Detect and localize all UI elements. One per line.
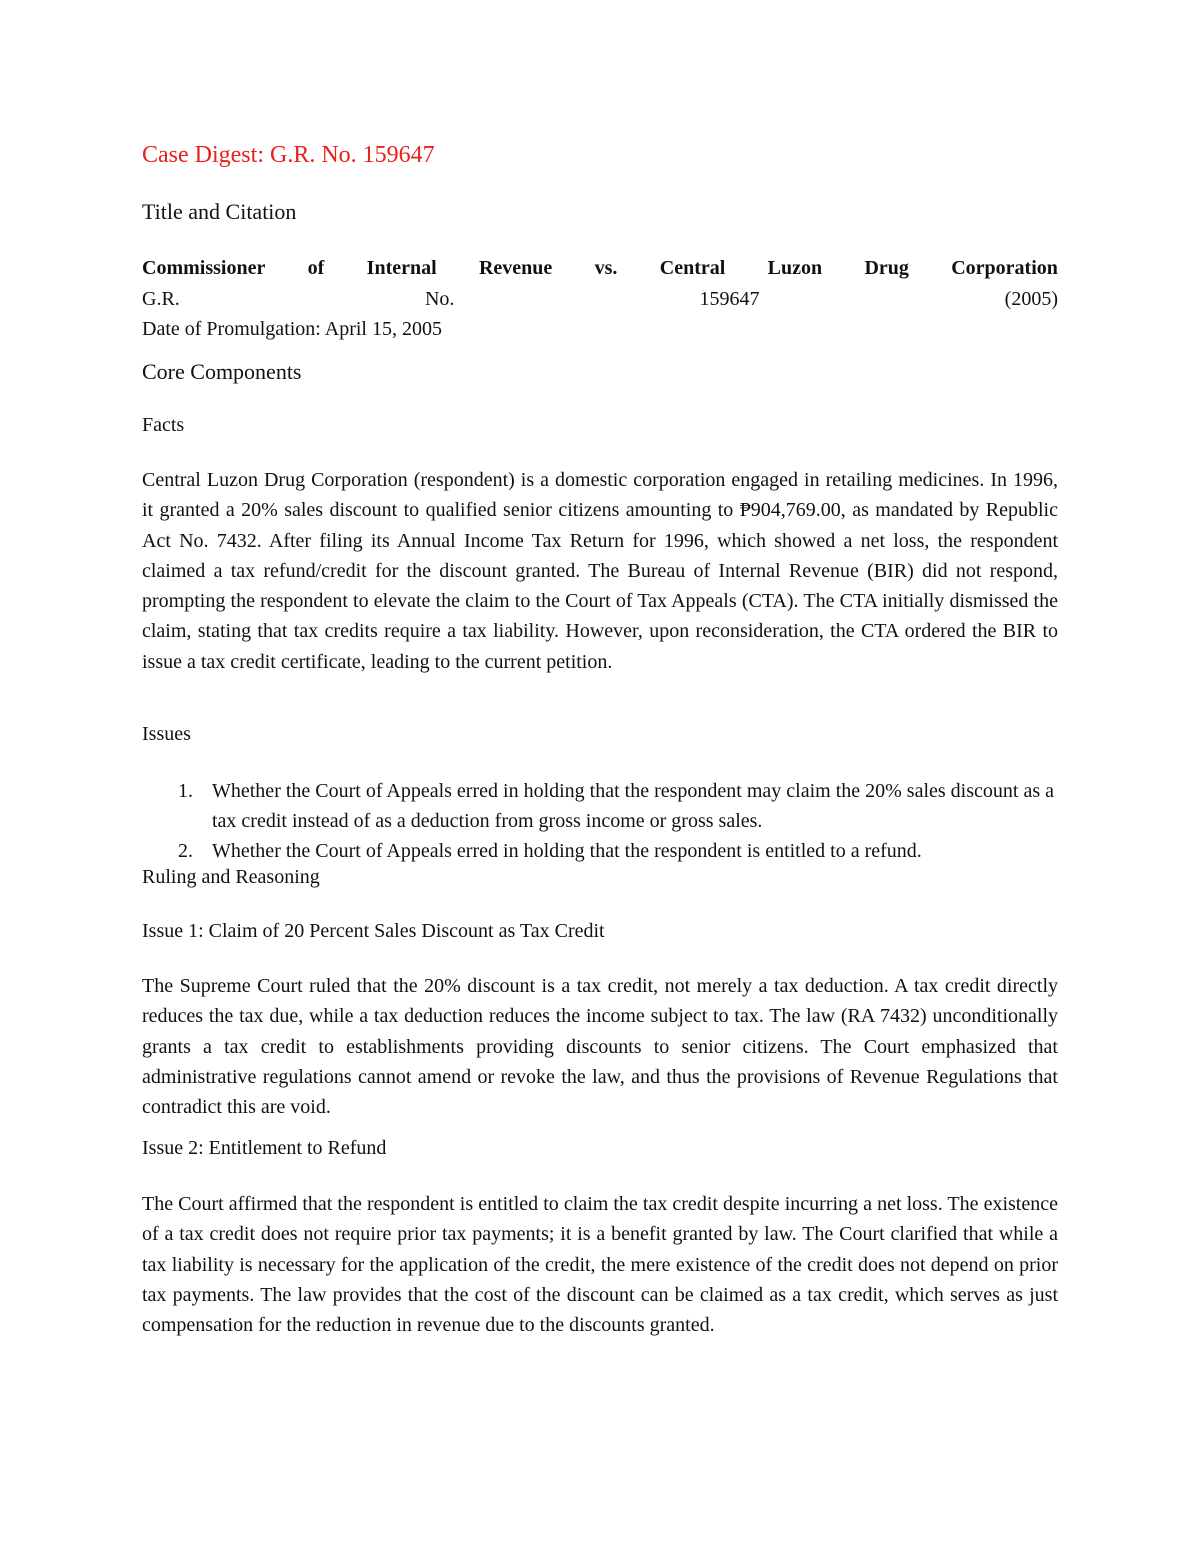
ruling-heading: Ruling and Reasoning	[142, 866, 320, 888]
case-name-word: Corporation	[951, 257, 1058, 279]
case-name-word: Internal	[366, 257, 437, 279]
issue2-heading: Issue 2: Entitlement to Refund	[142, 1137, 387, 1159]
case-name-word: Revenue	[478, 257, 553, 279]
core-components-heading: Core Components	[142, 359, 302, 384]
case-name-word: Luzon	[767, 257, 823, 279]
issue1-heading: Issue 1: Claim of 20 Percent Sales Discount as Tax Credit	[142, 920, 605, 942]
list-item	[142, 776, 1058, 836]
case-name-word: Drug	[864, 257, 909, 279]
issue-number: 1.	[178, 780, 193, 802]
citation-part: G.R.	[142, 288, 180, 310]
citation-line	[142, 284, 1058, 314]
case-name-word: Commissioner	[142, 257, 266, 279]
case-name-line	[142, 253, 1058, 283]
citation-part: No.	[424, 288, 455, 310]
promulgation-date: Date of Promulgation: April 15, 2005	[142, 318, 442, 340]
citation-part: (2005)	[1004, 288, 1058, 310]
issue1-paragraph: The Supreme Court ruled that the 20% discount is a tax credit, not merely a tax deduction. A tax credit directly reduces the tax due, while a tax deduction reduces the income subject to tax. The law (RA 7432) unconditionally grants a tax credit to establishments providing discounts to senior citizens. The Court emphasized that administrative regulations cannot amend or revoke the law, and thus the provisions of Revenue Regulations that contradict this are void.	[142, 975, 1058, 1119]
facts-heading: Facts	[142, 414, 185, 436]
citation-part: 159647	[699, 288, 760, 310]
issue-text: Whether the Court of Appeals erred in holding that the respondent is entitled to a refund.	[212, 840, 922, 862]
case-name-word: vs.	[594, 257, 618, 279]
facts-paragraph: Central Luzon Drug Corporation (respondent) is a domestic corporation engaged in retailing medicines. In 1996, it granted a 20% sales discount to qualified senior citizens amounting to ₱904,769.00, as mandated by Republic Act No. 7432. After filing its Annual Income Tax Return for 1996, which showed a net loss, the respondent claimed a tax refund/credit for the discount granted. The Bureau of Internal Revenue (BIR) did not respond, prompting the respondent to elevate the claim to the Court of Tax Appeals (CTA). The CTA initially dismissed the claim, stating that tax credits require a tax liability. However, upon reconsideration, the CTA ordered the BIR to issue a tax credit certificate, leading to the current petition.	[142, 469, 1058, 673]
list-item	[142, 836, 1058, 866]
issues-list	[142, 776, 1058, 866]
issue2-paragraph: The Court affirmed that the respondent is entitled to claim the tax credit despite incurring a net loss. The existence of a tax credit does not require prior tax payments; it is a benefit granted by law. The Court clarified that while a tax liability is necessary for the application of the credit, the mere existence of the credit does not depend on prior tax payments. The law provides that the cost of the discount can be claimed as a tax credit, which serves as just compensation for the reduction in revenue due to the discounts granted.	[142, 1193, 1058, 1337]
issues-heading: Issues	[142, 723, 191, 745]
case-name-word: Central	[659, 257, 726, 279]
issue-number: 2.	[178, 840, 193, 862]
title-and-citation-heading: Title and Citation	[142, 199, 297, 224]
page-title: Case Digest: G.R. No. 159647	[142, 142, 435, 168]
case-name-word: of	[307, 257, 325, 279]
issue-text: Whether the Court of Appeals erred in holding that the respondent may claim the 20% sales discount as a tax credit instead of as a deduction from gross income or gross sales.	[212, 780, 1054, 832]
